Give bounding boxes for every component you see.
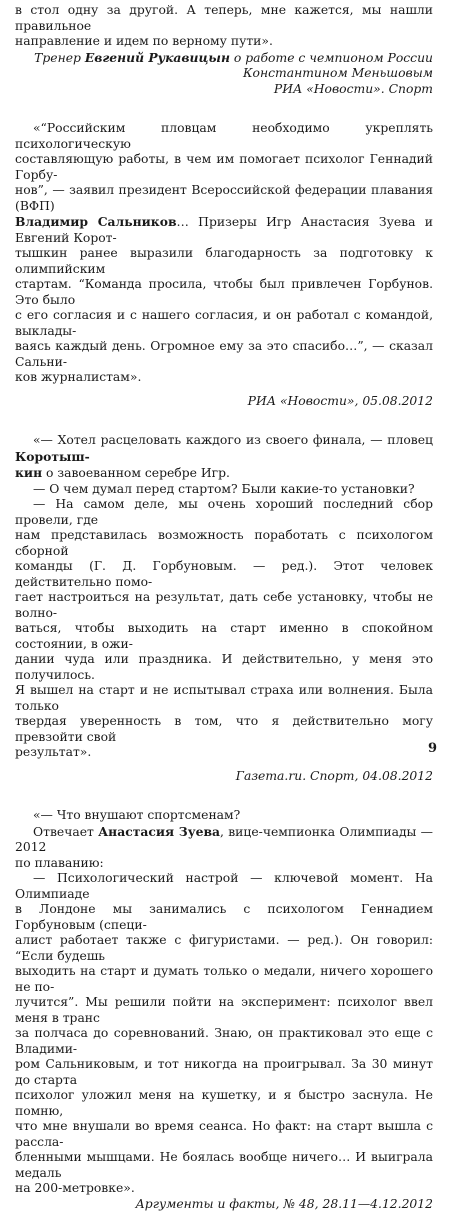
text-line: бленными мышцами. Не боялась вообще ничего… И выиграла медаль — [15, 1150, 433, 1181]
text-line: «— Хотел расцеловать каждого из своего финала, — пловец Коротыш- — [15, 433, 433, 465]
question-line: — О чем думал перед стартом? Были какие-то установки? — [15, 482, 433, 498]
source-citation: Аргументы и факты, № 48, 28.11—4.12.2012 — [15, 1197, 433, 1212]
text-line: по плаванию: — [15, 856, 433, 872]
attribution: Тренер Евгений Рукавицын о работе с чемпионом России — [15, 50, 433, 67]
text-line: в Лондоне мы занимались с психологом Геннадием Горбуновым (специ- — [15, 902, 433, 933]
text-line: выходить на старт и думать только о медали, ничего хорошего не по- — [15, 964, 433, 995]
text-line: ваясь каждый день. Огромное ему за это спасибо…”, — сказал Сальни- — [15, 339, 433, 370]
text-line: за полчаса до соревнований. Знаю, он практиковал это еще с Владими- — [15, 1026, 433, 1057]
text-line: тышкин ранее выразили благодарность за подготовку к олимпийским — [15, 246, 433, 277]
page-number: 9 — [428, 741, 437, 757]
text-line: направление и идем по верному пути». — [15, 34, 433, 50]
source-citation: Газета.ru. Спорт, 04.08.2012 — [15, 769, 433, 785]
text-line: лучится”. Мы решили пойти на эксперимент: психолог ввел меня в транс — [15, 995, 433, 1026]
text-line: результат». — [15, 745, 433, 761]
text-line: команды (Г. Д. Горбуновым. — ред.). Этот человек действительно помо- — [15, 559, 433, 590]
text-line: нам представилась возможность поработать с психологом сборной — [15, 528, 433, 559]
text-line: гает настроиться на результат, дать себе установку, чтобы не волно- — [15, 590, 433, 621]
text-line: на 200-метровке». — [15, 1181, 433, 1197]
text-line: твердая уверенность в том, что я действительно могу превзойти свой — [15, 714, 433, 745]
text-line: ков журналистам». — [15, 370, 433, 386]
person-name: Владимир Сальников — [15, 214, 177, 229]
text-line: алист работает также с фигуристами. — ред.). Он говорил: “Если будешь — [15, 933, 433, 964]
text-line: Я вышел на старт и не испытывал страха или волнения. Была только — [15, 683, 433, 714]
attribution-source: РИА «Новости». Спорт — [15, 82, 433, 98]
text-line: — На самом деле, мы очень хороший последний сбор провели, где — [15, 497, 433, 528]
source-citation: РИА «Новости», 05.08.2012 — [15, 394, 433, 410]
text-line: нов”, — заявил президент Всероссийской федерации плавания (ВФП) — [15, 183, 433, 214]
text-line: что мне внушали во время сеанса. Но факт: на старт вышла с рассла- — [15, 1119, 433, 1150]
text-line: Отвечает Анастасия Зуева, вице-чемпионка Олимпиады — 2012 — [15, 824, 433, 856]
text-line: составляющую работы, в чем им помогает психолог Геннадий Горбу- — [15, 152, 433, 183]
text-line: «“Российским пловцам необходимо укреплять психологическую — [15, 121, 433, 152]
text-line: кин о завоеванном серебре Игр. — [15, 465, 433, 482]
person-name: кин — [15, 465, 42, 480]
text-line: ром Сальниковым, и тот никогда на проигрывал. За 30 минут до старта — [15, 1057, 433, 1088]
text-line: с его согласия и с нашего согласия, и он работал с командой, выклады- — [15, 308, 433, 339]
text-line: Владимир Сальников… Призеры Игр Анастасия Зуева и Евгений Корот- — [15, 214, 433, 246]
attribution-line: Константином Меньшовым — [15, 66, 433, 82]
text-line: стартам. “Команда просила, чтобы был привлечен Горбунов. Это было — [15, 277, 433, 308]
text-line: — Психологический настрой — ключевой момент. На Олимпиаде — [15, 871, 433, 902]
text-line: психолог уложил меня на кушетку, и я быстро заснула. Не помню, — [15, 1088, 433, 1119]
person-name: Анастасия Зуева — [98, 824, 220, 839]
question-line: «— Что внушают спортсменам? — [15, 808, 433, 824]
text-line: ваться, чтобы выходить на старт именно в спокойном состоянии, в ожи- — [15, 621, 433, 652]
text-line: дании чуда или праздника. И действительно, у меня это получилось. — [15, 652, 433, 683]
text-line: в стол одну за другой. А теперь, мне кажется, мы нашли правильное — [15, 3, 433, 34]
